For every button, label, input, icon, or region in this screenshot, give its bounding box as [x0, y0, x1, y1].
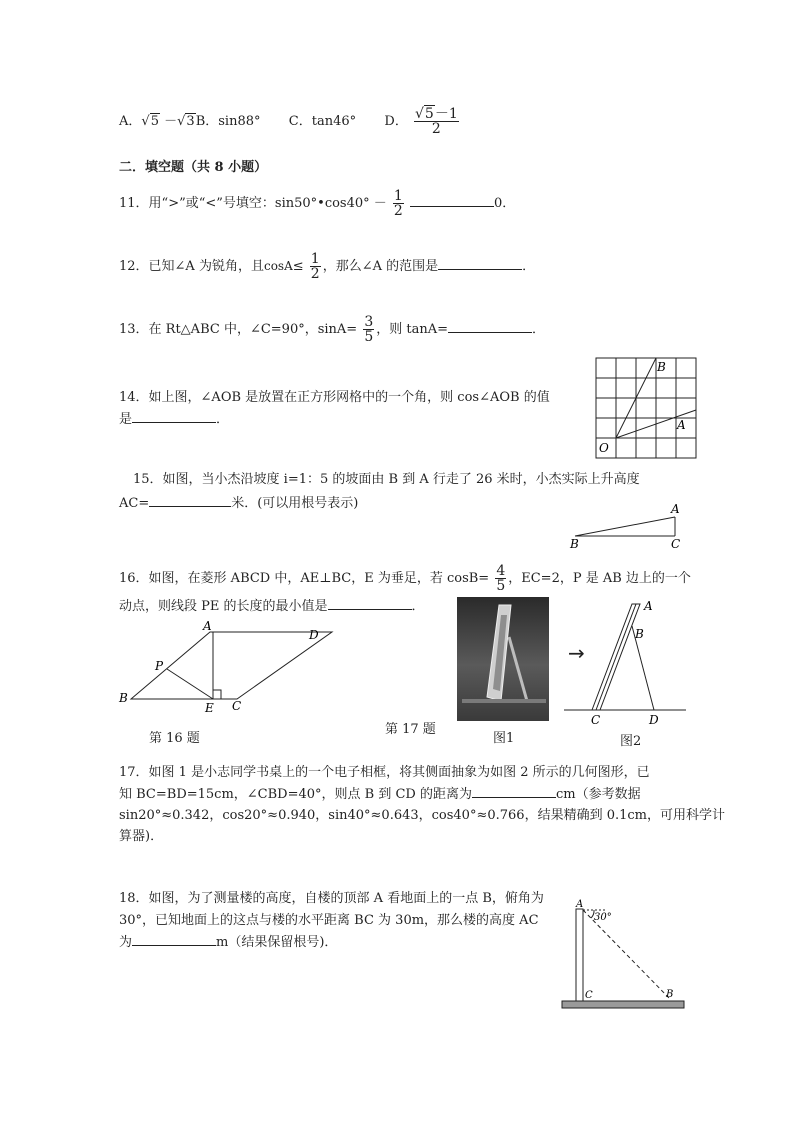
rhombus-figure	[115, 618, 335, 718]
question-14-line1: 14．如上图，∠AOB 是放置在正方形网格中的一个角，则 cos∠AOB 的值	[119, 390, 550, 405]
grid-figure	[594, 356, 698, 460]
slope-label-a: A	[671, 502, 680, 516]
fr-label-c: C	[591, 713, 601, 724]
answer-blank-11[interactable]	[410, 194, 494, 207]
question-18-line2: 30°，已知地面上的这点与楼的水平距离 BC 为 30m，那么楼的高度 AC	[119, 913, 539, 928]
grid-label-o: O	[599, 441, 609, 455]
option-a-label: A．	[119, 114, 142, 129]
answer-blank-14[interactable]	[132, 410, 216, 423]
bd-label-c: C	[585, 990, 593, 1001]
frame-geometry-figure	[560, 596, 688, 724]
answer-blank-18[interactable]	[132, 933, 216, 946]
slope-label-c: C	[671, 537, 681, 551]
fraction-three-fifths: $\frac{3}{5}$	[364, 314, 374, 345]
rh-label-c: C	[232, 699, 242, 713]
question-13: 13．在 Rt△ABC 中，∠C=90°，sinA= $\frac{3}{5}$ ，则 tanA= ．	[119, 314, 546, 345]
fr-label-b: B	[635, 627, 644, 641]
fraction-four-fifths: $\frac{4}{5}$	[496, 563, 506, 594]
answer-blank-17[interactable]	[472, 785, 556, 798]
option-b-label: B．sin88°	[195, 114, 261, 129]
sqrt-3: √3	[177, 114, 195, 129]
rh-label-b: B	[119, 691, 128, 705]
bd-label-a: A	[576, 899, 584, 910]
minus-sign: －	[164, 114, 178, 129]
question-17-line4: 算器)．	[119, 829, 164, 844]
option-d-label: D．	[384, 114, 408, 129]
option-d-fraction: $\frac{√5-1}{2}$	[415, 106, 458, 137]
section-title: 二．填空题（共 8 小题）	[119, 160, 268, 175]
building-figure	[558, 893, 688, 1013]
fraction-half: $\frac{1}{2}$	[310, 251, 320, 282]
question-17-line1: 17．如图 1 是小志同学书桌上的一个电子相框，将其侧面抽象为如图 2 所示的几何图形，已	[119, 765, 650, 780]
caption-fig1: 图1	[493, 731, 515, 746]
fr-label-a: A	[644, 599, 653, 613]
question-14-line2: 是 ．	[119, 412, 230, 427]
arrow-icon: →	[568, 641, 585, 665]
answer-blank-12[interactable]	[438, 257, 522, 270]
question-17-line3: sin20°≈0.342，cos20°≈0.940，sin40°≈0.643，cos40°≈0.766，结果精确到 0.1cm，可用科学计	[119, 808, 725, 823]
answer-blank-15[interactable]	[149, 494, 231, 507]
slope-figure	[565, 500, 690, 552]
question-15-line2: AC= 米．(可以用根号表示)	[119, 496, 359, 511]
photo-frame-image	[457, 597, 549, 721]
answer-blank-16[interactable]	[328, 597, 412, 610]
question-16-line2: 动点，则线段 PE 的长度的最小值是 ．	[119, 599, 425, 614]
rh-label-d: D	[309, 628, 319, 642]
caption-17: 第 17 题	[385, 722, 436, 737]
rh-label-p: P	[155, 659, 164, 673]
bd-angle-label: 30°	[594, 912, 612, 923]
question-17-line2: 知 BC=BD=15cm，∠CBD=40°，则点 B 到 CD 的距离为 cm（参考数据	[119, 787, 641, 802]
bd-label-b: B	[666, 989, 674, 1000]
answer-blank-13[interactable]	[448, 320, 532, 333]
fraction-half: $\frac{1}{2}$	[393, 188, 403, 219]
question-15-line1: 15．如图，当小杰沿坡度 i=1：5 的坡面由 B 到 A 行走了 26 米时，小杰实际上升高度	[133, 472, 640, 487]
question-12: 12．已知∠A 为锐角，且cosA≤ $\frac{1}{2}$ ，那么∠A 的范围是 ．	[119, 251, 536, 282]
rh-label-e: E	[205, 701, 214, 715]
caption-fig2: 图2	[620, 734, 642, 749]
slope-label-b: B	[570, 537, 579, 551]
q10-options	[119, 107, 461, 136]
rh-label-a: A	[203, 619, 212, 633]
grid-label-a: A	[677, 418, 686, 432]
question-18-line1: 18．如图，为了测量楼的高度，自楼的顶部 A 看地面上的一点 B，俯角为	[119, 891, 544, 906]
question-16-line1: 16．如图，在菱形 ABCD 中，AE⊥BC，E 为垂足，若 cosB= $\frac{4}{5}$ ，EC=2，P 是 AB 边上的一个	[119, 563, 691, 594]
grid-label-b: B	[657, 360, 666, 374]
question-18-line3: 为 m（结果保留根号)．	[119, 935, 338, 950]
option-c-label: C．tan46°	[288, 114, 357, 129]
question-11: 11．用“>”或“<”号填空：sin50°•cos40° － $\frac{1}{2}$ 0．	[119, 188, 516, 219]
fr-label-d: D	[649, 713, 659, 724]
caption-16: 第 16 题	[149, 731, 200, 746]
sqrt-5: √5	[141, 114, 159, 129]
